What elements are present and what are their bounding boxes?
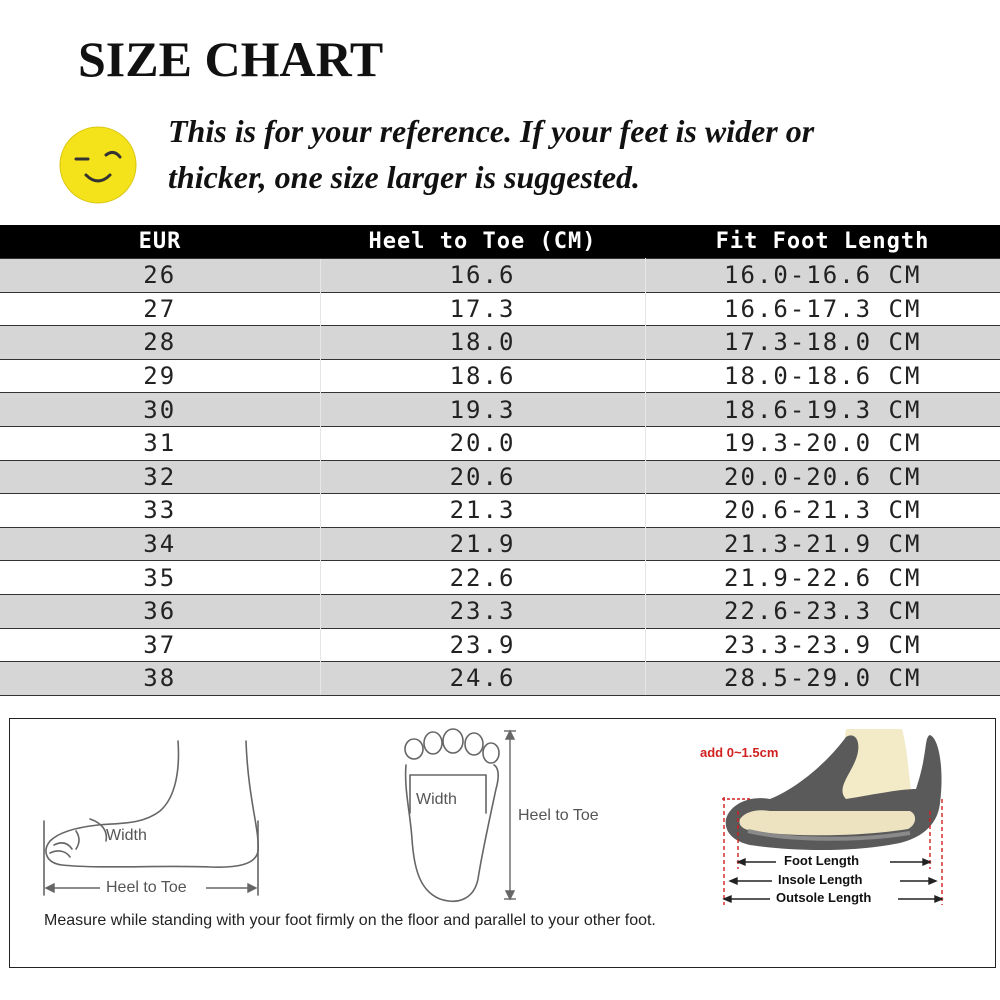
fit-foot-length-cell: 18.6-19.3 CM: [645, 393, 1000, 427]
eur-size-cell: 28: [0, 326, 320, 360]
outsole-length-label: Outsole Length: [776, 890, 872, 905]
eur-size-cell: 29: [0, 359, 320, 393]
heel-to-toe-cell: 23.9: [320, 628, 645, 662]
fit-foot-length-cell: 21.3-21.9 CM: [645, 527, 1000, 561]
eur-size-cell: 26: [0, 259, 320, 293]
eur-size-cell: 31: [0, 426, 320, 460]
heel-to-toe-cell: 21.9: [320, 527, 645, 561]
fit-foot-length-cell: 23.3-23.9 CM: [645, 628, 1000, 662]
fit-foot-length-cell: 21.9-22.6 CM: [645, 561, 1000, 595]
measurement-diagram-panel: [9, 718, 996, 968]
side-width-label: Width: [106, 827, 147, 844]
table-row: [0, 326, 1000, 360]
eur-size-cell: 33: [0, 494, 320, 528]
eur-size-cell: 36: [0, 594, 320, 628]
side-view-foot-illustration: [44, 741, 258, 895]
smiling-face-icon: [58, 125, 138, 205]
fit-foot-length-cell: 17.3-18.0 CM: [645, 326, 1000, 360]
add-allowance-label: add 0~1.5cm: [700, 745, 779, 760]
heel-to-toe-cell: 18.6: [320, 359, 645, 393]
heel-to-toe-cell: 19.3: [320, 393, 645, 427]
table-row: [0, 494, 1000, 528]
table-row: [0, 259, 1000, 293]
top-width-label: Width: [416, 791, 457, 808]
eur-size-cell: 35: [0, 561, 320, 595]
size-table-header: [0, 225, 1000, 259]
heel-to-toe-cell: 18.0: [320, 326, 645, 360]
heel-to-toe-cell: 16.6: [320, 259, 645, 293]
heel-to-toe-cell: 22.6: [320, 561, 645, 595]
fit-foot-length-cell: 18.0-18.6 CM: [645, 359, 1000, 393]
reference-note-line-2: thicker, one size larger is suggested.: [168, 159, 641, 195]
top-heel-to-toe-label: Heel to Toe: [518, 807, 599, 824]
page-title: SIZE CHART: [78, 31, 384, 87]
eur-size-cell: 32: [0, 460, 320, 494]
table-row: [0, 594, 1000, 628]
fit-foot-length-cell: 22.6-23.3 CM: [645, 594, 1000, 628]
heel-to-toe-cell: 24.6: [320, 662, 645, 696]
header-eur: EUR: [0, 225, 320, 259]
reference-note-line-1: This is for your reference. If your feet is wider or: [168, 113, 815, 149]
fit-foot-length-cell: 16.0-16.6 CM: [645, 259, 1000, 293]
eur-size-cell: 30: [0, 393, 320, 427]
table-row: [0, 628, 1000, 662]
fit-foot-length-cell: 20.0-20.6 CM: [645, 460, 1000, 494]
eur-size-cell: 37: [0, 628, 320, 662]
table-row: [0, 561, 1000, 595]
table-row: [0, 527, 1000, 561]
table-row: [0, 359, 1000, 393]
fit-foot-length-cell: 28.5-29.0 CM: [645, 662, 1000, 696]
reference-note: [168, 108, 988, 200]
table-row: [0, 426, 1000, 460]
measurement-illustrations: [10, 719, 997, 969]
header-fit-foot-length: Fit Foot Length: [645, 225, 1000, 259]
top-heel-to-toe-arrow: [504, 731, 516, 899]
heel-to-toe-cell: 21.3: [320, 494, 645, 528]
table-row: [0, 292, 1000, 326]
table-row: [0, 460, 1000, 494]
eur-size-cell: 34: [0, 527, 320, 561]
heel-to-toe-cell: 20.0: [320, 426, 645, 460]
fit-foot-length-cell: 19.3-20.0 CM: [645, 426, 1000, 460]
top-view-foot-illustration: [405, 729, 499, 901]
fit-foot-length-cell: 20.6-21.3 CM: [645, 494, 1000, 528]
side-heel-to-toe-label: Heel to Toe: [106, 879, 187, 896]
heel-to-toe-cell: 17.3: [320, 292, 645, 326]
size-table: [0, 225, 1000, 696]
fit-foot-length-cell: 16.6-17.3 CM: [645, 292, 1000, 326]
table-row: [0, 662, 1000, 696]
insole-length-label: Insole Length: [778, 872, 863, 887]
eur-size-cell: 27: [0, 292, 320, 326]
header-heel-to-toe: Heel to Toe (CM): [320, 225, 645, 259]
eur-size-cell: 38: [0, 662, 320, 696]
heel-to-toe-cell: 23.3: [320, 594, 645, 628]
table-row: [0, 393, 1000, 427]
measurement-instruction: Measure while standing with your foot firmly on the floor and parallel to your other foot.: [44, 912, 656, 929]
heel-to-toe-cell: 20.6: [320, 460, 645, 494]
foot-length-label: Foot Length: [784, 853, 860, 868]
